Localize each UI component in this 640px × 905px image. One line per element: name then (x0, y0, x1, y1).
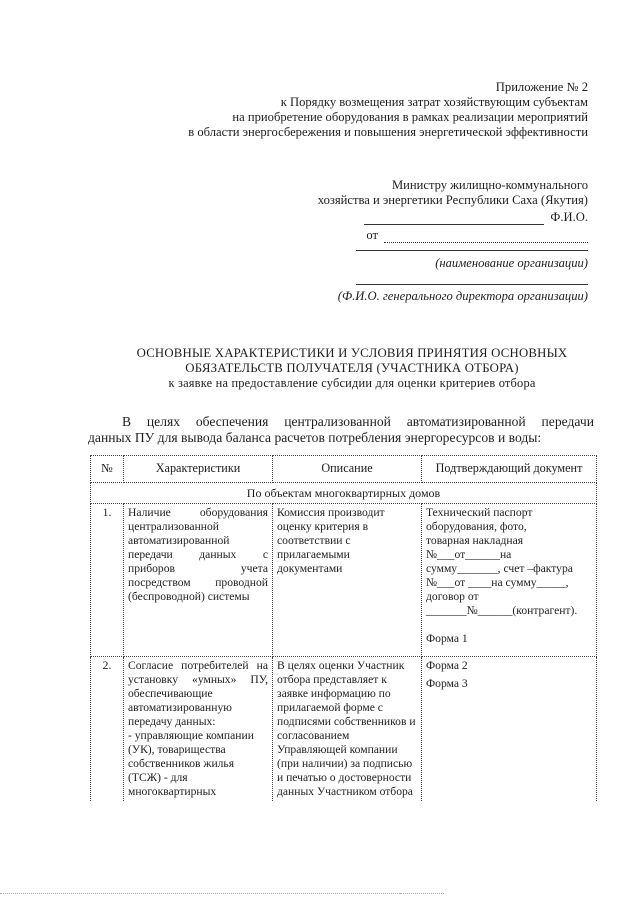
header-document: Подтверждающий документ (422, 456, 597, 483)
row-description: Комиссия производит оценку критерия в соответствии с прилагаемыми документами (273, 504, 422, 657)
form-reference: Форма 1 (426, 632, 468, 645)
addressee-block (268, 178, 588, 243)
doc-line: сумму_______, счет –фактура (426, 562, 573, 575)
section-row (91, 483, 597, 504)
scan-edge (400, 893, 444, 894)
doc-line: №___от______на (426, 548, 512, 561)
from-label: от (366, 228, 378, 242)
header-characteristics: Характеристики (124, 456, 273, 483)
row-description: В целях оценки Участник отбора представляет к заявке информацию по прилагаемой форме с подписями собственников и согласованием Управляющей компании (при наличии) за подписью и печатью о достоверности данных Участником отбора (273, 657, 422, 802)
row-characteristics: Наличие оборудования централизованной автоматизированной передачи данных с приборов учета посредством проводной (беспроводной) системы (124, 504, 273, 657)
org-name-line (356, 250, 588, 251)
fio-label: Ф.И.О. (550, 210, 588, 224)
characteristics-text: Согласие потребителей на установку «умных» ПУ, обеспечивающие автоматизированную передачу данных: (128, 659, 268, 728)
doc-line: договор от (426, 590, 479, 603)
title-line: ОБЯЗАТЕЛЬСТВ ПОЛУЧАТЕЛЯ (УЧАСТНИКА ОТБОРА) (185, 361, 519, 375)
row-document (422, 657, 597, 802)
doc-line: оборудования, фото, (426, 520, 527, 533)
characteristics-extra: - управляющие компании (УК), товарищества собственников жилья (ТСЖ) - для многоквартирных (128, 729, 254, 798)
doc-line: №___от ____на сумму_____, (426, 576, 569, 589)
from-blank (384, 230, 588, 243)
title-line: ОСНОВНЫЕ ХАРАКТЕРИСТИКИ И УСЛОВИЯ ПРИНЯТИЯ ОСНОВНЫХ (136, 346, 568, 360)
appendix-line: в области энергосбережения и повышения энергетической эффективности (188, 125, 588, 139)
appendix-number: Приложение № 2 (495, 80, 588, 94)
doc-line: _______№______(контрагент). (426, 604, 578, 617)
row-document (422, 504, 597, 657)
intro-line: данных ПУ для вывода баланса расчетов потребления энергоресурсов и воды: (88, 430, 542, 445)
org-name-caption: (наименование организации) (435, 256, 588, 270)
appendix-header (88, 80, 588, 140)
appendix-line: на приобретение оборудования в рамках реализации мероприятий (232, 110, 588, 124)
doc-line: Технический паспорт (426, 506, 533, 519)
director-name-line (356, 284, 588, 285)
title-subline: к заявке на предоставление субсидии для оценки критериев отбора (168, 376, 536, 390)
table-header-row (91, 456, 597, 483)
row-number: 1. (91, 504, 124, 657)
intro-paragraph (88, 414, 594, 446)
document-title (82, 346, 622, 391)
header-num: № (91, 456, 124, 483)
table-row (91, 504, 597, 657)
header-description: Описание (273, 456, 422, 483)
director-caption: (Ф.И.О. генерального директора организации) (337, 289, 588, 303)
section-title: По объектам многоквартирных домов (91, 483, 597, 504)
form-reference: Форма 3 (426, 677, 468, 690)
row-characteristics (124, 657, 273, 802)
fio-blank (364, 212, 544, 225)
scan-edge (0, 893, 420, 894)
fio-line (268, 208, 588, 225)
appendix-line: к Порядку возмещения затрат хозяйствующим субъектам (280, 95, 588, 109)
from-line (268, 225, 588, 243)
row-number: 2. (91, 657, 124, 802)
characteristics-table (90, 455, 597, 801)
intro-line: В целях обеспечения централизованной автоматизированной передачи (122, 414, 594, 429)
doc-line: товарная накладная (426, 534, 524, 547)
addressee-line: хозяйства и энергетики Республики Саха (Якутия) (317, 193, 588, 207)
form-reference: Форма 2 (426, 659, 468, 672)
table-row (91, 657, 597, 802)
addressee-line: Министру жилищно-коммунального (391, 178, 588, 192)
